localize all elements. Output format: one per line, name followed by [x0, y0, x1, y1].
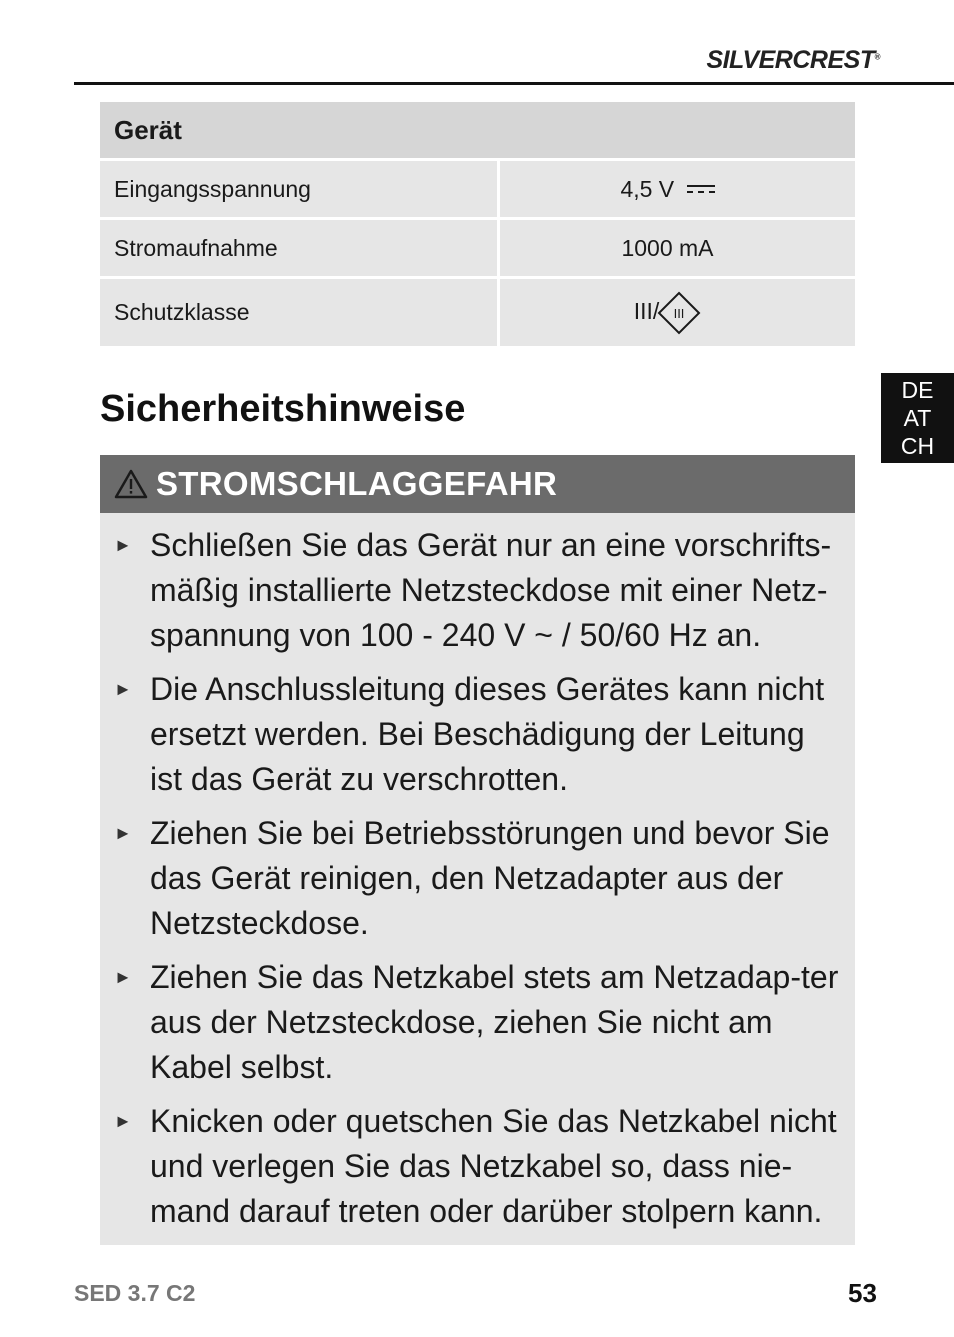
spec-row-current-draw: [100, 217, 855, 276]
page-number: 53: [848, 1278, 877, 1308]
list-item-text: Ziehen Sie das Netzkabel stets am Netzadap-ter aus der Netzsteckdose, ziehen Sie nicht am Kabel selbst.: [150, 959, 839, 1085]
spec-label: Schutzklasse: [100, 276, 500, 346]
spec-value-cell: [500, 276, 855, 346]
list-item: [114, 1099, 841, 1234]
spec-table: [100, 102, 855, 346]
spec-label: Eingangsspannung: [100, 158, 500, 217]
list-item: [114, 523, 841, 658]
spec-table-heading: Gerät: [100, 102, 855, 158]
footer-model: SED 3.7 C2: [74, 1280, 196, 1306]
warning-header: [100, 455, 855, 513]
list-item: [114, 667, 841, 802]
warning-title: STROMSCHLAGGEFAHR: [156, 465, 558, 502]
protection-class-icon-label: III: [673, 305, 685, 321]
spec-row-protection-class: [100, 276, 855, 346]
warning-list: [100, 513, 855, 1234]
registered-mark: ®: [874, 52, 880, 62]
section-title: Sicherheitshinweise: [100, 388, 466, 430]
list-item-text: Knicken oder quetschen Sie das Netzkabel nicht und verlegen Sie das Netzkabel so, dass nie-mand darauf treten oder darüber stolpern kann.: [150, 1103, 837, 1229]
language-at: AT: [903, 405, 932, 431]
header-rule: [74, 82, 954, 85]
direct-current-icon: [687, 185, 715, 195]
warning-box: [100, 455, 855, 1245]
list-item-text: Die Anschlussleitung dieses Gerätes kann nicht ersetzt werden. Bei Beschädigung der Leitung ist das Gerät zu verschrotten.: [150, 671, 825, 797]
spec-label: Stromaufnahme: [100, 217, 500, 276]
warning-triangle-icon: [114, 469, 148, 499]
brand-logo-second: CREST: [792, 46, 875, 74]
language-tab: [881, 373, 954, 463]
bullet-arrow-icon: ►: [114, 1111, 132, 1131]
brand-logo-first: SILVER: [706, 46, 793, 74]
spec-row-input-voltage: [100, 158, 855, 217]
list-item: [114, 811, 841, 946]
spec-value: III/: [633, 297, 660, 324]
list-item-text: Ziehen Sie bei Betriebsstörungen und bevor Sie das Gerät reinigen, den Netzadapter aus der Netzsteckdose.: [150, 815, 830, 941]
brand-logo: [706, 46, 880, 75]
list-item-text: Schließen Sie das Gerät nur an eine vorschrifts-mäßig installierte Netzsteckdose mit einer Netz-spannung von 100 - 240 V ~ / 50/60 Hz an.: [150, 527, 832, 653]
spec-table-header-row: [100, 102, 855, 158]
language-de: DE: [901, 377, 934, 403]
spec-value: 4,5 V: [620, 175, 675, 202]
spec-value-cell: [500, 158, 855, 217]
language-ch: CH: [900, 433, 935, 459]
bullet-arrow-icon: ►: [114, 535, 132, 555]
bullet-arrow-icon: ►: [114, 967, 132, 987]
spec-value: 1000 mA: [500, 217, 855, 276]
protection-class-iii-icon: [657, 291, 701, 335]
bullet-arrow-icon: ►: [114, 679, 132, 699]
list-item: [114, 955, 841, 1090]
bullet-arrow-icon: ►: [114, 823, 132, 843]
